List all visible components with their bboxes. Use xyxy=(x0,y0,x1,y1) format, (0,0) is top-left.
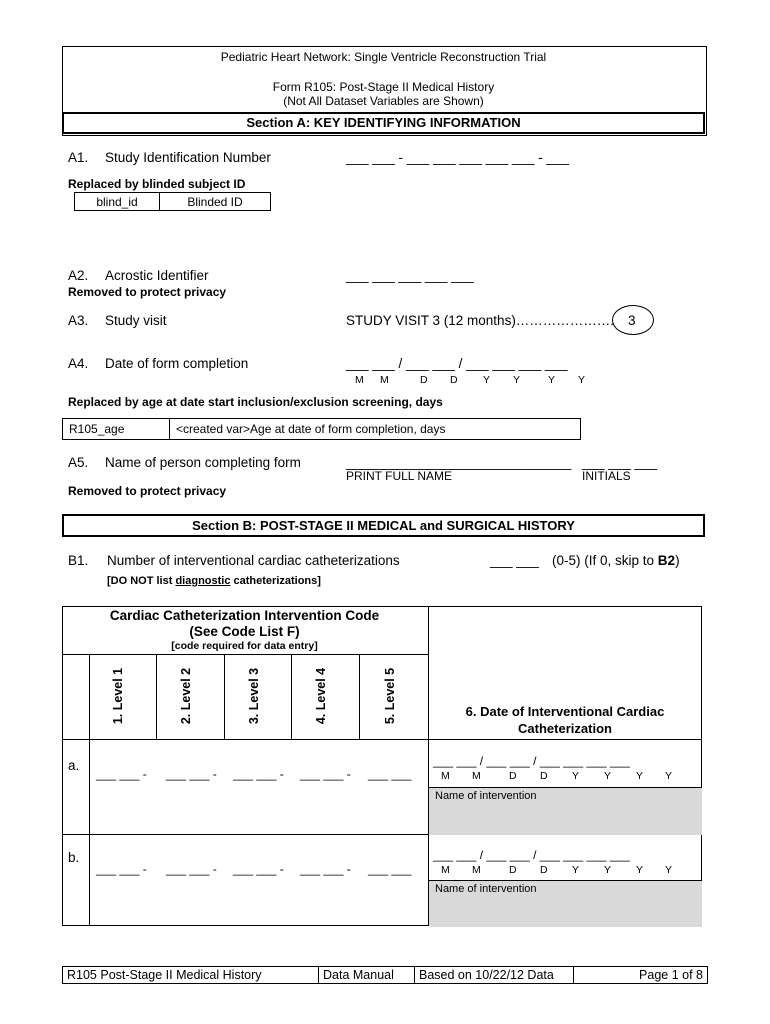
grid-vline-2 xyxy=(224,654,225,739)
a5-initials-blank[interactable]: ___ ___ ___ xyxy=(582,455,658,470)
grid-vline-4 xyxy=(359,654,360,739)
row-b-level-3[interactable]: ___ ___ - xyxy=(233,862,284,876)
row-a-level-2[interactable]: ___ ___ - xyxy=(166,767,217,781)
section-b-title: Section B: POST-STAGE II MEDICAL and SURGICAL HISTORY xyxy=(62,514,705,537)
a5-name-blank[interactable]: ______________________________ xyxy=(346,455,572,470)
grid-vline-1 xyxy=(156,654,157,739)
row-b-letter-y4: Y xyxy=(665,864,673,876)
row-b-letter-m2: M xyxy=(472,864,481,876)
a4-letter-y2: Y xyxy=(513,374,521,386)
row-a-name-label: Name of intervention xyxy=(435,790,537,802)
a5-number: A5. xyxy=(68,455,89,470)
a3-value: STUDY VISIT 3 (12 months)…………………. xyxy=(346,313,615,328)
a3-label: Study visit xyxy=(105,313,167,328)
row-a-letter-d2: D xyxy=(540,770,548,782)
code-sub: (See Code List F) xyxy=(189,624,300,639)
row-b-letter-y1: Y xyxy=(572,864,580,876)
b1-skip-target: B2 xyxy=(657,553,676,568)
a5-initials-caption: INITIALS xyxy=(582,469,631,483)
a2-blanks[interactable]: ___ ___ ___ ___ ___ xyxy=(346,268,474,283)
level-5-header: 5. Level 5 xyxy=(383,667,397,725)
a4-letter-d1: D xyxy=(420,374,428,386)
a1-table-desc: Blinded ID xyxy=(159,192,271,211)
a1-table-var: blind_id xyxy=(74,192,160,211)
a2-number: A2. xyxy=(68,268,89,283)
row-b-letter-y2: Y xyxy=(604,864,612,876)
row-b-level-2[interactable]: ___ ___ - xyxy=(166,862,217,876)
row-b-letter-d1: D xyxy=(509,864,517,876)
row-a-level-3[interactable]: ___ ___ - xyxy=(233,767,284,781)
a3-code: 3 xyxy=(628,313,636,328)
section-a-title: Section A: KEY IDENTIFYING INFORMATION xyxy=(62,112,705,134)
row-a-letter-y3: Y xyxy=(636,770,644,782)
a4-letter-d2: D xyxy=(450,374,458,386)
level-1-header: 1. Level 1 xyxy=(111,667,125,725)
a1-number: A1. xyxy=(68,150,89,165)
row-a-letter-d1: D xyxy=(509,770,517,782)
b1-range xyxy=(552,553,680,568)
a4-note: Replaced by age at date start inclusion/exclusion screening, days xyxy=(68,395,443,409)
a5-note: Removed to protect privacy xyxy=(68,484,227,498)
row-b-letter-d2: D xyxy=(540,864,548,876)
a4-letter-y1: Y xyxy=(483,374,491,386)
a2-note: Removed to protect privacy xyxy=(68,285,227,299)
row-b-level-1[interactable]: ___ ___ - xyxy=(96,862,147,876)
a4-letter-m1: M xyxy=(355,374,364,386)
row-a-level-4[interactable]: ___ ___ - xyxy=(300,767,351,781)
b1-note-underlined: diagnostic xyxy=(175,575,231,587)
date-column-title: 6. Date of Interventional Cardiac Catheterization xyxy=(465,704,665,736)
a1-blanks[interactable]: ___ ___ - ___ ___ ___ ___ ___ - ___ xyxy=(346,150,569,165)
row-b-date[interactable]: ___ ___ / ___ ___ / ___ ___ ___ ___ xyxy=(433,848,630,862)
row-a-letter-y4: Y xyxy=(665,770,673,782)
footer-form-name: R105 Post-Stage II Medical History xyxy=(62,966,319,984)
level-4-header: 4. Level 4 xyxy=(314,667,328,725)
b1-note xyxy=(107,575,321,587)
row-b-letter-m1: M xyxy=(441,864,450,876)
header-subtitle: (Not All Dataset Variables are Shown) xyxy=(283,94,484,108)
b1-blanks[interactable]: ___ ___ xyxy=(490,553,539,568)
a5-name-caption: PRINT FULL NAME xyxy=(346,469,453,483)
a4-table-var: R105_age xyxy=(62,418,170,440)
grid-vline-label xyxy=(89,654,90,926)
b1-range-text: (0-5) (If 0, skip to xyxy=(552,553,655,568)
a1-label: Study Identification Number xyxy=(105,150,271,165)
a2-label: Acrostic Identifier xyxy=(105,268,209,283)
a5-label: Name of person completing form xyxy=(105,455,301,470)
a4-letter-m2: M xyxy=(380,374,389,386)
row-a-letter-y1: Y xyxy=(572,770,580,782)
header-study-title: Pediatric Heart Network: Single Ventricle Reconstruction Trial xyxy=(220,50,547,64)
row-a-letter-m1: M xyxy=(441,770,450,782)
header-form-title: Form R105: Post-Stage II Medical History xyxy=(272,80,495,94)
row-a-letter-m2: M xyxy=(472,770,481,782)
row-b-level-4[interactable]: ___ ___ - xyxy=(300,862,351,876)
row-a-level-1[interactable]: ___ ___ - xyxy=(96,767,147,781)
a4-number: A4. xyxy=(68,356,89,371)
row-a-label: a. xyxy=(68,758,80,773)
row-a-letter-y2: Y xyxy=(604,770,612,782)
row-b-letter-y3: Y xyxy=(636,864,644,876)
row-b-label: b. xyxy=(68,850,80,865)
a4-letter-y3: Y xyxy=(548,374,556,386)
grid-hline-header xyxy=(63,654,428,655)
b1-range-close: ) xyxy=(675,553,680,568)
a3-number: A3. xyxy=(68,313,89,328)
a1-note: Replaced by blinded subject ID xyxy=(68,177,246,191)
row-a-date[interactable]: ___ ___ / ___ ___ / ___ ___ ___ ___ xyxy=(433,754,630,768)
grid-hline-top xyxy=(63,739,702,740)
a4-label: Date of form completion xyxy=(105,356,249,371)
grid-vline-date xyxy=(428,607,429,926)
footer-data-manual: Data Manual xyxy=(318,966,415,984)
b1-note-pre: [DO NOT list xyxy=(107,575,176,587)
footer-page-number: Page 1 of 8 xyxy=(573,966,708,984)
code-title: Cardiac Catheterization Intervention Code xyxy=(109,608,380,623)
code-required: [code required for data entry] xyxy=(171,640,318,652)
b1-number: B1. xyxy=(68,553,89,568)
footer-based-on: Based on 10/22/12 Data xyxy=(414,966,574,984)
b1-note-post: catheterizations] xyxy=(230,575,321,587)
b1-label: Number of interventional cardiac catheterizations xyxy=(107,553,400,568)
level-3-header: 3. Level 3 xyxy=(247,667,261,725)
row-b-name-label: Name of intervention xyxy=(435,883,537,895)
grid-vline-3 xyxy=(291,654,292,739)
row-b-level-5[interactable]: ___ ___ xyxy=(368,862,412,876)
level-2-header: 2. Level 2 xyxy=(179,667,193,725)
row-a-level-5[interactable]: ___ ___ xyxy=(368,767,412,781)
a4-date-blanks[interactable]: ___ ___ / ___ ___ / ___ ___ ___ ___ xyxy=(346,356,568,371)
a4-table-desc: <created var>Age at date of form completion, days xyxy=(169,418,581,440)
a4-letter-y4: Y xyxy=(578,374,586,386)
